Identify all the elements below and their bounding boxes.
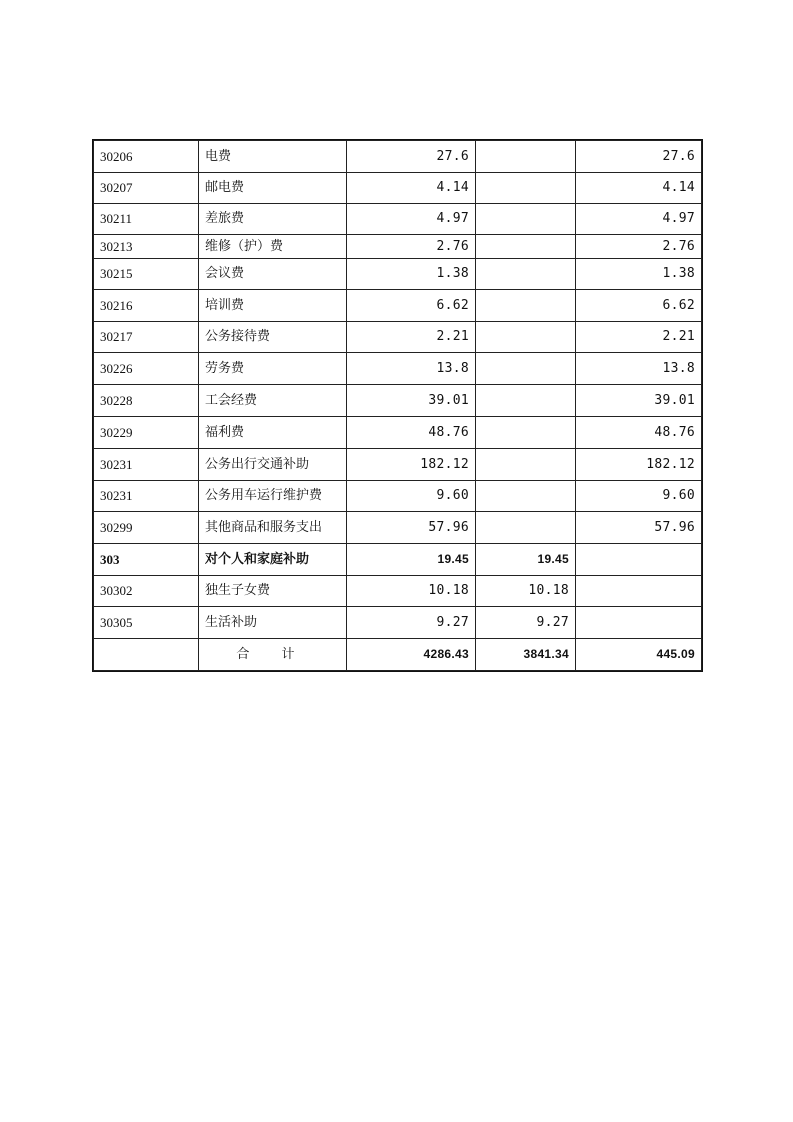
code-cell: 30299	[94, 512, 199, 544]
project-cell: 9.60	[576, 481, 702, 512]
item-name-cell: 劳务费	[199, 353, 347, 385]
table-row	[94, 481, 702, 512]
total-cell: 10.18	[347, 576, 476, 607]
total-cell: 182.12	[347, 449, 476, 481]
item-name-cell: 独生子女费	[199, 576, 347, 607]
total-cell: 9.60	[347, 481, 476, 512]
table-row	[94, 353, 702, 385]
basic-cell: 10.18	[476, 576, 576, 607]
project-cell: 48.76	[576, 417, 702, 449]
code-cell: 303	[94, 544, 199, 576]
basic-total-cell: 3841.34	[476, 639, 576, 671]
table-row	[94, 204, 702, 235]
basic-cell	[476, 204, 576, 235]
item-name-cell: 电费	[199, 141, 347, 173]
project-cell: 2.76	[576, 235, 702, 259]
item-name-cell: 其他商品和服务支出	[199, 512, 347, 544]
table-row	[94, 512, 702, 544]
item-name-cell: 公务出行交通补助	[199, 449, 347, 481]
code-cell: 30231	[94, 449, 199, 481]
project-cell: 1.38	[576, 259, 702, 290]
project-cell: 27.6	[576, 141, 702, 173]
total-cell: 57.96	[347, 512, 476, 544]
total-cell: 2.21	[347, 322, 476, 353]
code-cell: 30305	[94, 607, 199, 639]
budget-table	[93, 140, 702, 671]
basic-cell: 19.45	[476, 544, 576, 576]
code-cell: 30206	[94, 141, 199, 173]
total-cell: 2.76	[347, 235, 476, 259]
project-cell	[576, 607, 702, 639]
table-row	[94, 235, 702, 259]
project-total-cell: 445.09	[576, 639, 702, 671]
item-name-cell: 工会经费	[199, 385, 347, 417]
table-row	[94, 417, 702, 449]
total-cell: 1.38	[347, 259, 476, 290]
total-cell: 48.76	[347, 417, 476, 449]
table-row	[94, 607, 702, 639]
project-cell: 39.01	[576, 385, 702, 417]
item-name-cell: 维修（护）费	[199, 235, 347, 259]
item-name-cell: 培训费	[199, 290, 347, 322]
code-cell: 30229	[94, 417, 199, 449]
code-cell: 30215	[94, 259, 199, 290]
table-row	[94, 449, 702, 481]
item-name-cell: 差旅费	[199, 204, 347, 235]
basic-cell	[476, 141, 576, 173]
item-name-cell: 公务接待费	[199, 322, 347, 353]
project-cell	[576, 576, 702, 607]
grand-total-cell: 4286.43	[347, 639, 476, 671]
table-row	[94, 385, 702, 417]
basic-cell	[476, 290, 576, 322]
table-row	[94, 173, 702, 204]
basic-cell	[476, 481, 576, 512]
basic-cell	[476, 173, 576, 204]
item-name-cell: 生活补助	[199, 607, 347, 639]
code-cell: 30216	[94, 290, 199, 322]
table-row	[94, 576, 702, 607]
project-cell: 4.97	[576, 204, 702, 235]
project-cell: 182.12	[576, 449, 702, 481]
total-cell: 9.27	[347, 607, 476, 639]
total-cell: 6.62	[347, 290, 476, 322]
basic-cell	[476, 512, 576, 544]
total-cell: 27.6	[347, 141, 476, 173]
basic-cell	[476, 385, 576, 417]
code-cell	[94, 639, 199, 671]
project-cell: 2.21	[576, 322, 702, 353]
basic-cell	[476, 322, 576, 353]
table-row	[94, 322, 702, 353]
basic-cell	[476, 235, 576, 259]
code-cell: 30213	[94, 235, 199, 259]
total-cell: 39.01	[347, 385, 476, 417]
table-row	[94, 290, 702, 322]
basic-cell	[476, 417, 576, 449]
project-cell: 4.14	[576, 173, 702, 204]
item-name-cell: 会议费	[199, 259, 347, 290]
code-cell: 30211	[94, 204, 199, 235]
code-cell: 30207	[94, 173, 199, 204]
basic-cell	[476, 449, 576, 481]
table-row	[94, 141, 702, 173]
basic-cell	[476, 259, 576, 290]
item-name-cell: 福利费	[199, 417, 347, 449]
code-cell: 30226	[94, 353, 199, 385]
table-row-total	[94, 639, 702, 671]
item-name-cell: 邮电费	[199, 173, 347, 204]
project-cell: 6.62	[576, 290, 702, 322]
total-cell: 4.97	[347, 204, 476, 235]
basic-cell: 9.27	[476, 607, 576, 639]
project-cell: 57.96	[576, 512, 702, 544]
table-row	[94, 259, 702, 290]
total-cell: 19.45	[347, 544, 476, 576]
code-cell: 30302	[94, 576, 199, 607]
total-cell: 13.8	[347, 353, 476, 385]
basic-cell	[476, 353, 576, 385]
code-cell: 30228	[94, 385, 199, 417]
table-row-category	[94, 544, 702, 576]
total-cell: 4.14	[347, 173, 476, 204]
project-cell: 13.8	[576, 353, 702, 385]
item-name-cell: 对个人和家庭补助	[199, 544, 347, 576]
total-label-cell: 合 计	[199, 639, 347, 671]
code-cell: 30231	[94, 481, 199, 512]
code-cell: 30217	[94, 322, 199, 353]
item-name-cell: 公务用车运行维护费	[199, 481, 347, 512]
project-cell	[576, 544, 702, 576]
